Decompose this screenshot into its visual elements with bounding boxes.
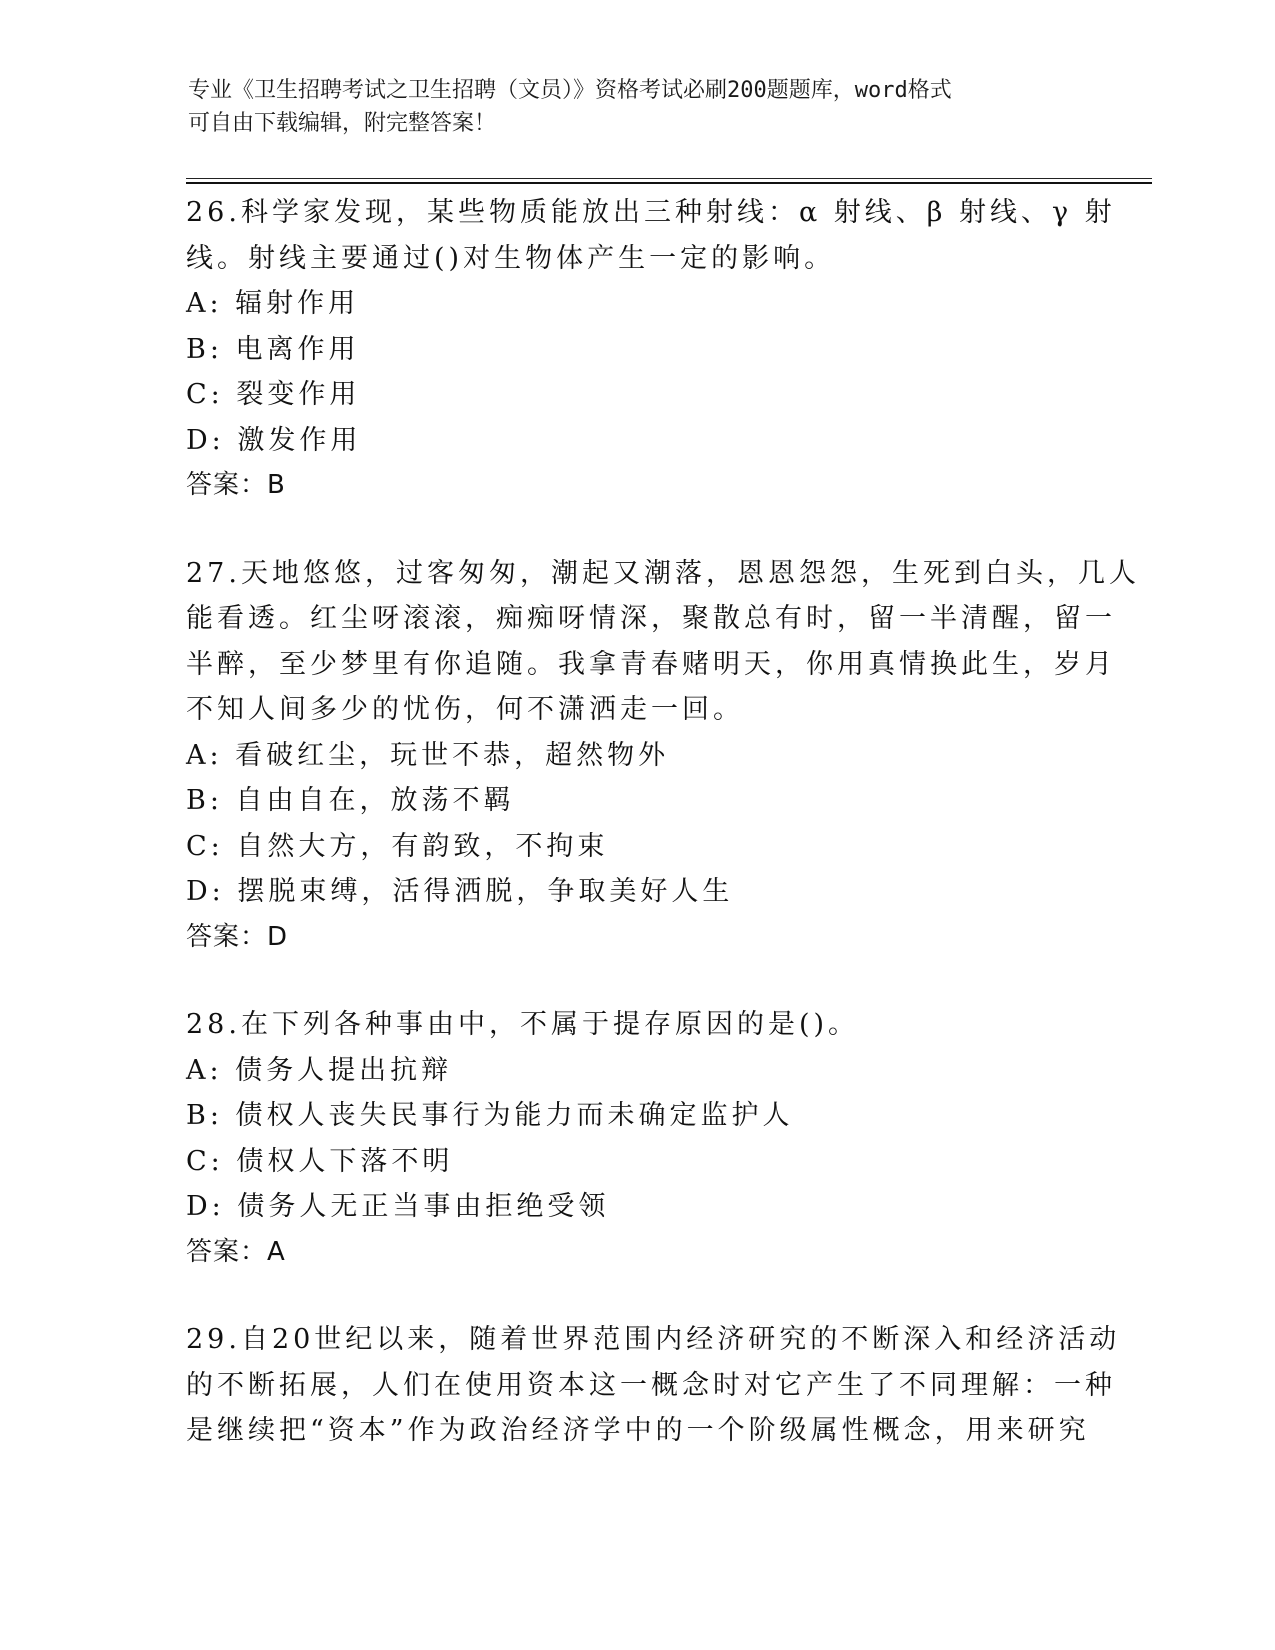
document-header xyxy=(188,74,1088,140)
header-divider-thick xyxy=(186,182,1152,184)
question-28 xyxy=(186,1002,1086,1275)
question-text-line: 半醉，至少梦里有你追随。我拿青春赌明天，你用真情换此生，岁月 xyxy=(186,648,1116,680)
header-divider-thin xyxy=(186,178,1152,179)
question-text-line: 28.在下列各种事由中，不属于提存原因的是()。 xyxy=(186,1009,860,1040)
option-b: B: 自由自在，放荡不羁 xyxy=(186,785,515,816)
option-c: C: 裂变作用 xyxy=(186,379,361,410)
option-d: D: 摆脱束缚，活得洒脱，争取美好人生 xyxy=(186,876,734,907)
question-29 xyxy=(186,1317,1121,1454)
option-b: B: 债权人丧失民事行为能力而未确定监护人 xyxy=(186,1100,794,1131)
question-text-line: 27.天地悠悠，过客匆匆，潮起又潮落，恩恩怨怨，生死到白头，几人 xyxy=(186,557,1140,589)
option-d: D: 激发作用 xyxy=(186,424,362,456)
answer-label: 答案：D xyxy=(186,921,289,952)
question-text-line: 不知人间多少的忧伤，何不潇洒走一回。 xyxy=(186,694,744,725)
question-text-line: 能看透。红尘呀滚滚，痴痴呀情深，聚散总有时，留一半清醒，留一 xyxy=(186,603,1116,634)
option-a: A: 看破红尘，玩世不恭，超然物外 xyxy=(186,739,670,771)
option-c: C: 债权人下落不明 xyxy=(186,1145,454,1177)
question-text-line: 的不断拓展，人们在使用资本这一概念时对它产生了不同理解：一种 xyxy=(186,1369,1116,1401)
question-list xyxy=(186,190,1140,1496)
option-a: A: 辐射作用 xyxy=(186,288,360,319)
option-c: C: 自然大方，有韵致，不拘束 xyxy=(186,830,609,862)
header-line-1: 专业《卫生招聘考试之卫生招聘（文员）》资格考试必刷200题题库，word格式 xyxy=(188,78,952,103)
answer-label: 答案：B xyxy=(186,470,286,500)
question-27 xyxy=(186,551,1140,961)
option-b: B: 电离作用 xyxy=(186,333,360,365)
question-text-line: 29.自20世纪以来，随着世界范围内经济研究的不断深入和经济活动 xyxy=(186,1324,1121,1355)
option-d: D: 债务人无正当事由拒绝受领 xyxy=(186,1191,610,1222)
header-line-2: 可自由下载编辑，附完整答案！ xyxy=(188,111,497,136)
question-text-line: 26.科学家发现，某些物质能放出三种射线：α 射线、β 射线、γ 射 xyxy=(186,197,1116,228)
answer-label: 答案：A xyxy=(186,1236,286,1267)
question-text-line: 线。射线主要通过()对生物体产生一定的影响。 xyxy=(186,242,836,274)
question-26 xyxy=(186,190,1116,509)
option-a: A: 债务人提出抗辩 xyxy=(186,1054,453,1086)
question-text-line: 是继续把“资本”作为政治经济学中的一个阶级属性概念，用来研究 xyxy=(186,1415,1090,1446)
